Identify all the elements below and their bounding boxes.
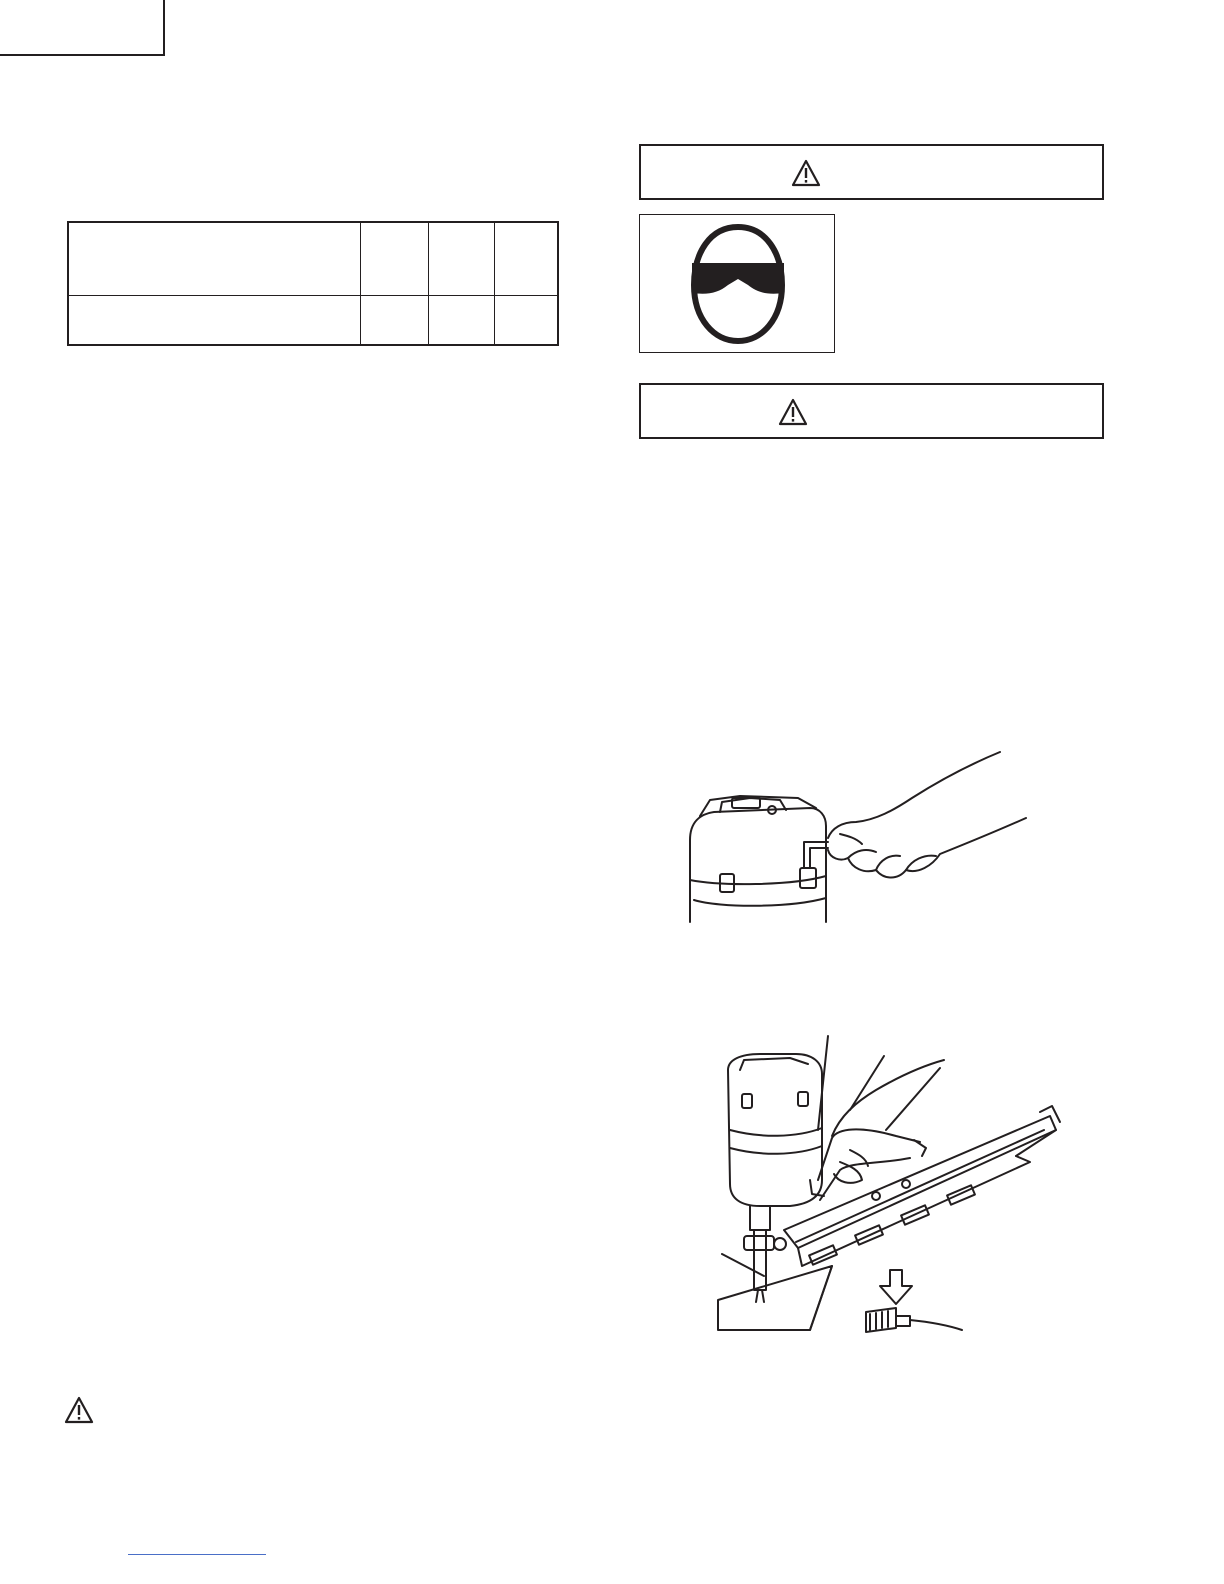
warning-triangle-icon — [791, 159, 821, 187]
safety-goggles-icon — [688, 223, 788, 345]
safety-glasses-panel — [639, 214, 835, 353]
table-row-divider — [69, 295, 557, 296]
spec-table — [67, 221, 559, 346]
table-column-divider — [494, 223, 495, 344]
warning-triangle-icon — [64, 1396, 94, 1424]
table-column-divider — [428, 223, 429, 344]
table-column-divider — [360, 223, 361, 344]
footer-link-underline — [128, 1554, 266, 1555]
hex-wrench-illustration — [680, 750, 1030, 925]
framing-nailer-illustration — [700, 1030, 1070, 1340]
warning-banner-top — [639, 144, 1104, 200]
page-number-tab — [0, 0, 165, 56]
warning-triangle-icon — [778, 398, 808, 426]
warning-banner-middle — [639, 383, 1104, 439]
